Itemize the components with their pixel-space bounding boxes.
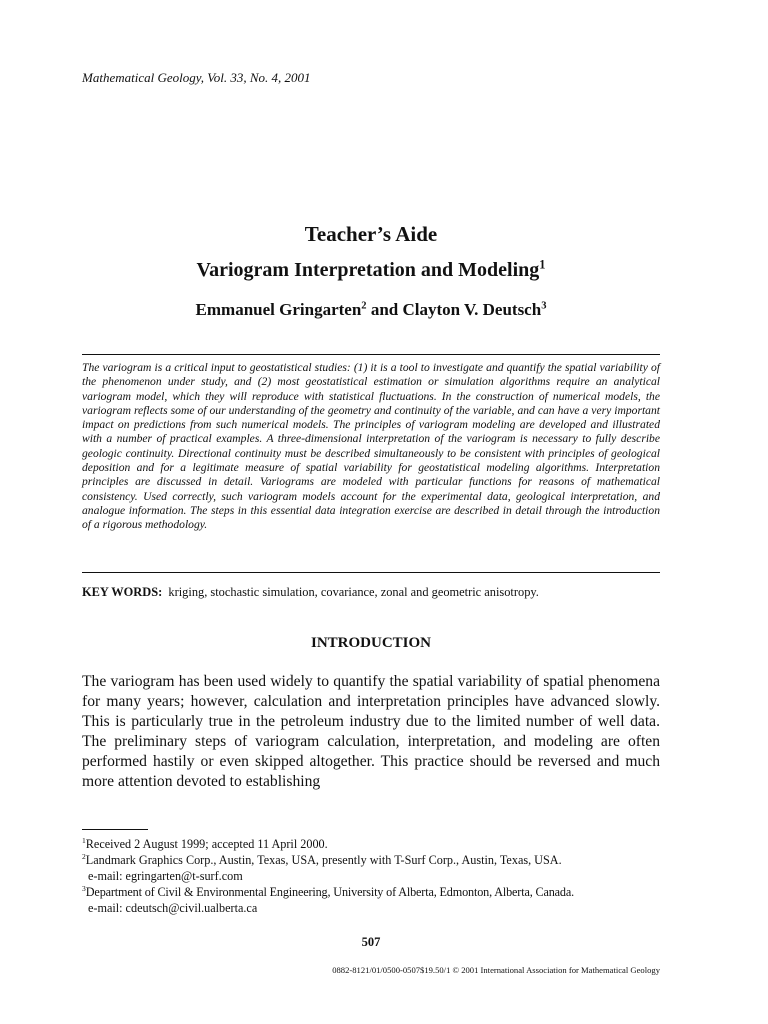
footnote-2: [82, 852, 662, 884]
footnote-marker-author1: 2: [361, 300, 367, 312]
copyright-line: 0882-8121/01/0500-0507$19.50/1 © 2001 International Association for Mathematical Geology: [332, 965, 660, 975]
keywords: [82, 585, 660, 600]
author-line: [82, 300, 660, 320]
footnote-email: e-mail: egringarten@t-surf.com: [88, 869, 243, 883]
footnote-3: [82, 884, 662, 916]
keywords-text: kriging, stochastic simulation, covariance, zonal and geometric anisotropy.: [168, 585, 539, 599]
abstract-top-rule: [82, 354, 660, 355]
abstract-bottom-rule: [82, 572, 660, 573]
article-title-text: Variogram Interpretation and Modeling: [196, 259, 540, 281]
footnote-marker-title: 1: [539, 257, 546, 272]
author-deutsch: Clayton V. Deutsch: [402, 300, 542, 319]
footnote-marker-author2: 3: [541, 300, 547, 312]
footnote-text: Landmark Graphics Corp., Austin, Texas, USA, presently with T-Surf Corp., Austin, Texas, USA.: [85, 853, 562, 867]
article-series-title: Teacher’s Aide: [304, 222, 438, 246]
footnotes: [82, 836, 662, 916]
footnote-rule: [82, 829, 148, 830]
footnote-text: Received 2 August 1999; accepted 11 April 2000.: [85, 837, 328, 851]
footnote-email: e-mail: cdeutsch@civil.ualberta.ca: [88, 901, 258, 915]
section-heading-introduction: INTRODUCTION: [310, 635, 431, 651]
journal-header: Mathematical Geology, Vol. 33, No. 4, 2001: [82, 70, 311, 85]
introduction-paragraph: The variogram has been used widely to quantify the spatial variability of spatial phenomena for many years; however, calculation and interpretation principles have advanced slowly. This is particularly true in the petroleum industry due to the limited number of well data. The preliminary steps of variogram calculation, interpretation, and modeling are often performed hastily or even skipped altogether. This practice should be reversed and much more attention devoted to establishing: [82, 673, 660, 790]
footnote-1: [82, 836, 662, 852]
footnote-text: Department of Civil & Environmental Engineering, University of Alberta, Edmonton, Alberta, Canada.: [85, 885, 575, 899]
footnote-marker: 1: [82, 835, 86, 845]
page-number: 507: [361, 935, 381, 949]
author-conjunction: and: [366, 300, 403, 319]
abstract: The variogram is a critical input to geostatistical studies: (1) it is a tool to investigate and quantify the spatial variability of the phenomenon under study, and (2) most geostatistical estimation or simulation algorithms require an analytical variogram model, which they will reproduce with statistical fluctuations. In the construction of numerical models, the variogram reflects some of our understanding of the geometry and continuity of the variable, and can have a very important impact on predictions from such numerical models. The principles of variogram modeling are developed and illustrated with a number of practical examples. A three-dimensional interpretation of the variogram is necessary to fully describe geologic continuity. Directional continuity must be described simultaneously to be consistent with principles of geological deposition and for a legitimate measure of spatial variability for geostatistical modeling algorithms. Interpretation principles are discussed in detail. Variograms are modeled with particular functions for reasons of mathematical consistency. Used correctly, such variogram models account for the experimental data, geological interpretation, and analogue information. The steps in this essential data integration exercise are described in detail through the introduction of a rigorous methodology.: [82, 361, 660, 532]
keywords-label: KEY WORDS:: [82, 585, 163, 599]
footnote-marker: 3: [82, 883, 86, 893]
footnote-marker: 2: [82, 851, 86, 861]
article-title: [82, 259, 660, 282]
author-gringarten: Emmanuel Gringarten: [195, 300, 362, 319]
